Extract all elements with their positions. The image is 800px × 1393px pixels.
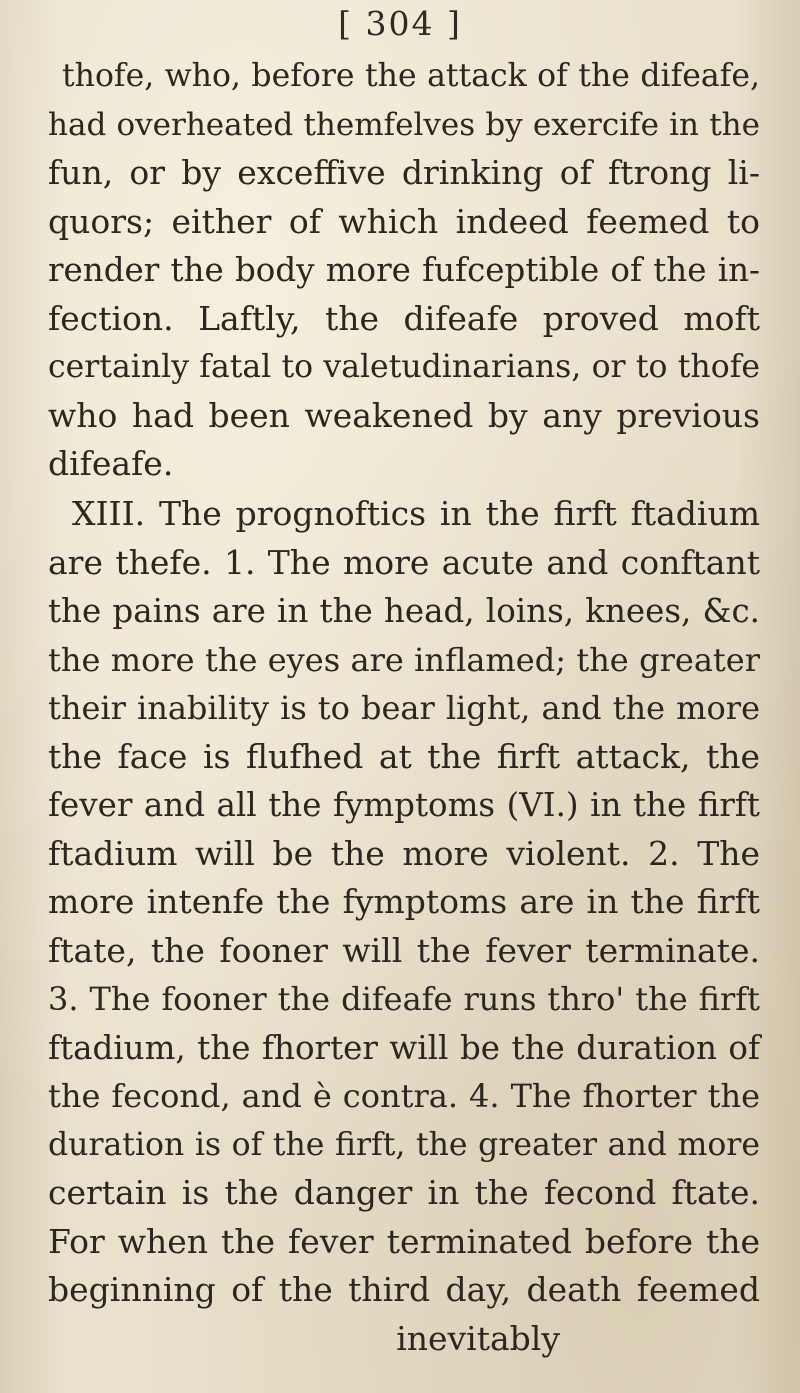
text-line: difeafe. <box>48 444 174 483</box>
text-line: the fecond, and è contra. 4. The fhorter the <box>48 1077 760 1115</box>
text-line: fever and all the fymptoms (VI.) in the firft <box>48 786 760 824</box>
text-line: had overheated themfelves by exercife in the <box>48 106 760 143</box>
section-heading-line: XIII. The prognoftics in the firft ftadium <box>72 494 760 533</box>
page-number: [ 304 ] <box>338 4 462 43</box>
text-line: beginning of the third day, death feemed <box>48 1270 760 1309</box>
text-line: their inability is to bear light, and the more <box>48 689 760 727</box>
text-line: For when the fever terminated before the <box>48 1221 760 1261</box>
paragraph-2 <box>48 490 760 1363</box>
text-line: ftate, the fooner will the fever terminate. <box>48 930 760 970</box>
text-line: certainly fatal to valetudinarians, or to thofe <box>48 349 760 385</box>
paragraph-1 <box>48 52 760 489</box>
catchword: inevitably <box>396 1318 560 1358</box>
text-line: certain is the danger in the fecond ftate. <box>48 1173 760 1212</box>
text-line: 3. The fooner the difeafe runs thro' the firft <box>48 980 760 1018</box>
text-line: render the body more fufceptible of the in- <box>48 251 760 289</box>
text-line: quors; either of which indeed feemed to <box>48 201 760 241</box>
text-line: the face is flufhed at the firft attack, the <box>48 736 760 776</box>
text-line: ftadium will be the more violent. 2. The <box>48 833 760 873</box>
text-line: fun, or by exceffive drinking of ftrong li- <box>48 153 760 192</box>
text-line: the more the eyes are inflamed; the greater <box>48 640 760 679</box>
text-line: who had been weakened by any previous <box>48 395 760 435</box>
text-line: duration is of the firft, the greater and more <box>48 1126 760 1163</box>
text-line: are thefe. 1. The more acute and conftant <box>48 542 760 582</box>
text-line: the pains are in the head, loins, knees, &c. <box>48 592 760 630</box>
text-line: more intenfe the fymptoms are in the firft <box>48 882 760 921</box>
text-line: thofe, who, before the attack of the difeafe, <box>62 58 760 94</box>
text-line: ftadium, the fhorter will be the duration of <box>48 1028 760 1067</box>
text-line: fection. Laftly, the difeafe proved moft <box>48 298 760 338</box>
